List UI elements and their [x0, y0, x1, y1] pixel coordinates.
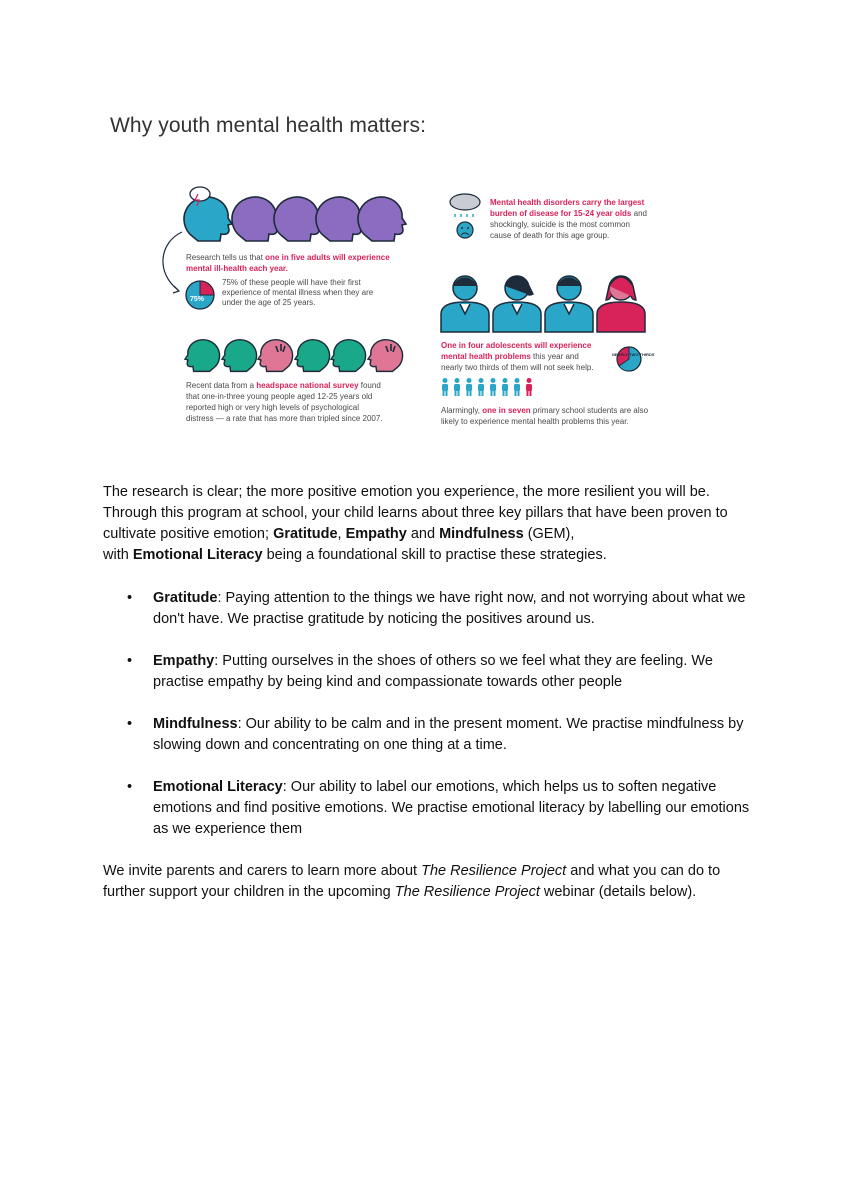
bullet-icon: • — [127, 590, 133, 606]
svg-text:shockingly, suicide is the mos: shockingly, suicide is the most common — [490, 220, 630, 229]
svg-text:cause of death for this age gr: cause of death for this age group. — [490, 231, 610, 240]
intro-paragraph: The research is clear; the more positive emotion you experience, the more resilient you will be. Through this program at school, your child learns about three key pillars that have been proven to cultivate positive emotion; Gratitude, Empathy and Mindfulness (GEM), with Emotional Literacy being a foundational skill to practise these strategies. — [103, 484, 728, 563]
bullet-icon: • — [127, 716, 133, 732]
student-icon — [478, 378, 484, 396]
green-head-icon — [331, 340, 366, 372]
teal-head-icon — [184, 197, 232, 241]
student-icon — [466, 378, 472, 396]
survey-heads-row — [185, 340, 403, 372]
green-head-icon — [185, 340, 220, 372]
primary-statistic: Alarmingly, one in seven primary school students are also — [441, 406, 649, 415]
students-row — [442, 378, 532, 396]
adolescents-statistic: mental health problems this year and — [441, 352, 579, 361]
pillars-list — [103, 588, 753, 840]
adolescent-boy-icon — [441, 276, 489, 332]
purple-head-icon — [274, 197, 322, 241]
curved-arrow — [163, 232, 182, 290]
svg-text:NEARLY TWO THIRDS: NEARLY TWO THIRDS — [612, 352, 655, 357]
student-icon — [490, 378, 496, 396]
invite-paragraph: We invite parents and carers to learn more about The Resilience Project and what you can do to further support your children in the upcoming The Resilience Project webinar (details below). — [103, 863, 721, 900]
page-title: Why youth mental health matters: — [110, 114, 427, 137]
adolescent-girl-pink-icon — [597, 276, 645, 332]
green-head-icon — [222, 340, 257, 372]
adolescents-row — [441, 276, 645, 332]
bullet-icon: • — [127, 779, 133, 795]
purple-head-icon — [232, 197, 280, 241]
adults-heads-row — [184, 187, 406, 241]
student-icon — [454, 378, 460, 396]
purple-head-icon — [316, 197, 364, 241]
student-highlight-icon — [526, 378, 532, 396]
svg-text:One in four adolescents will e: One in four adolescents will experience — [441, 341, 592, 350]
list-item-emotional-literacy: • Emotional Literacy: Our ability to label our emotions, which helps us to soften negative emotions and find positive emotions. We practise emotional literacy by labelling our emotions as we experience them — [127, 779, 750, 837]
student-icon — [442, 378, 448, 396]
list-item-empathy: • Empathy: Putting ourselves in the shoes of others so we feel what they are feeling. We practise empathy by being kind and compassionate towards other people — [127, 653, 713, 690]
student-icon — [514, 378, 520, 396]
distressed-head-icon — [258, 340, 293, 372]
bullet-icon: • — [127, 653, 133, 669]
nearly-two-thirds-pie — [617, 347, 641, 371]
svg-text:under the age of 25 years.: under the age of 25 years. — [222, 298, 316, 307]
student-icon — [502, 378, 508, 396]
survey-statistic: Recent data from a headspace national survey found — [186, 381, 381, 390]
adolescent-girl-icon — [493, 276, 541, 332]
svg-text:likely to experience mental he: likely to experience mental health problems this year. — [441, 417, 629, 426]
svg-text:Mental health disorders carry: Mental health disorders carry the largest — [490, 198, 645, 207]
adults-statistic: Research tells us that one in five adults will experience — [186, 253, 390, 262]
adolescent-boy-icon — [545, 276, 593, 332]
list-item-mindfulness: • Mindfulness: Our ability to be calm and in the present moment. We practise mindfulness by slowing down and concentrating on one thing at a time. — [127, 716, 744, 753]
svg-text:75% of these people will have: 75% of these people will have their first — [222, 278, 361, 287]
burden-statistic: burden of disease for 15-24 year olds and — [490, 209, 647, 218]
svg-text:reported high or very high lev: reported high or very high levels of psychological — [186, 403, 359, 412]
svg-text:that one-in-three young people: that one-in-three young people aged 12-25 years old — [186, 392, 373, 401]
svg-text:75%: 75% — [190, 296, 205, 303]
green-head-icon — [295, 340, 330, 372]
sad-face-icon — [457, 222, 473, 238]
list-item-gratitude: • Gratitude: Paying attention to the things we have right now, and not worrying about what we don't have. We practise gratitude by noticing the positives around us. — [127, 590, 746, 627]
svg-text:mental ill-health each year.: mental ill-health each year. — [186, 264, 288, 273]
rain-cloud-icon — [450, 194, 480, 217]
svg-text:nearly two thirds of them will: nearly two thirds of them will not seek help. — [441, 363, 594, 372]
svg-text:experience of mental illness w: experience of mental illness when they are — [222, 288, 374, 297]
svg-text:distress — a rate that has mor: distress — a rate that has more than tripled since 2007. — [186, 414, 383, 423]
body-text — [103, 482, 753, 903]
purple-head-icon — [358, 197, 406, 241]
mental-health-infographic — [130, 182, 730, 440]
distressed-head-icon — [368, 340, 403, 372]
pie-75-percent — [186, 281, 214, 309]
